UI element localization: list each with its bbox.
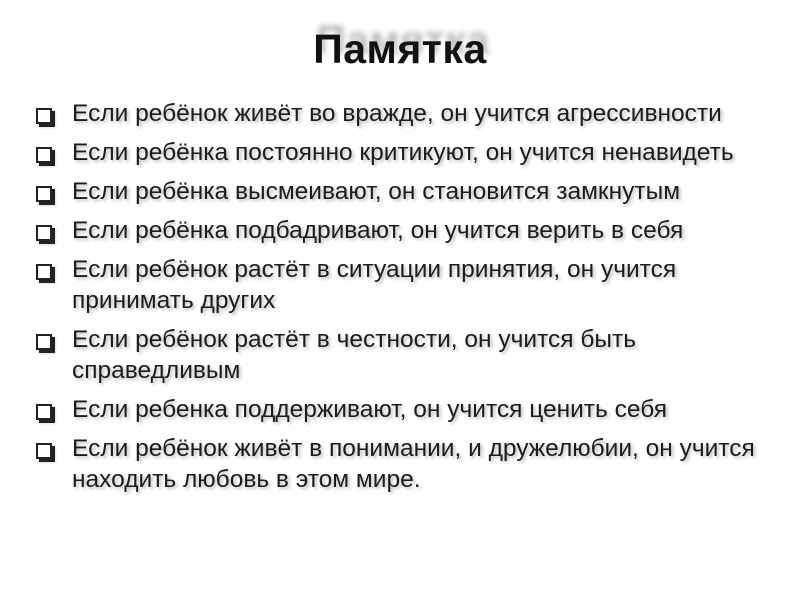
list-item [34, 98, 774, 129]
checkbox-bullet-icon [36, 225, 52, 241]
checkbox-bullet-icon [36, 404, 52, 420]
checkbox-bullet-icon [36, 264, 52, 280]
memo-list [34, 98, 774, 503]
checkbox-bullet-icon [36, 108, 52, 124]
list-item-text: Если ребёнка подбадривают, он учится верить в себя [72, 217, 684, 244]
list-item [34, 433, 774, 495]
list-item [34, 176, 774, 207]
list-item-text: Если ребёнка высмеивают, он становится замкнутым [72, 178, 681, 205]
list-item-text: Если ребёнок живёт во вражде, он учится агрессивности [72, 100, 722, 127]
list-item [34, 137, 774, 168]
checkbox-bullet-icon [36, 186, 52, 202]
page-title: Памятка [313, 26, 487, 72]
list-item-text: Если ребенка поддерживают, он учится ценить себя [72, 396, 667, 423]
list-item [34, 394, 774, 425]
list-item-text: Если ребёнка постоянно критикуют, он учится ненавидеть [72, 139, 734, 166]
checkbox-bullet-icon [36, 147, 52, 163]
list-item [34, 215, 774, 246]
checkbox-bullet-icon [36, 443, 52, 459]
checkbox-bullet-icon [36, 334, 52, 350]
list-item-text: Если ребёнок живёт в понимании, и дружелюбии, он учится находить любовь в этом мире. [72, 435, 755, 493]
list-item-text: Если ребёнок растёт в ситуации принятия, он учится принимать других [72, 256, 677, 314]
list-item-text: Если ребёнок растёт в честности, он учится быть справедливым [72, 326, 636, 384]
list-item [34, 324, 774, 386]
list-item [34, 254, 774, 316]
